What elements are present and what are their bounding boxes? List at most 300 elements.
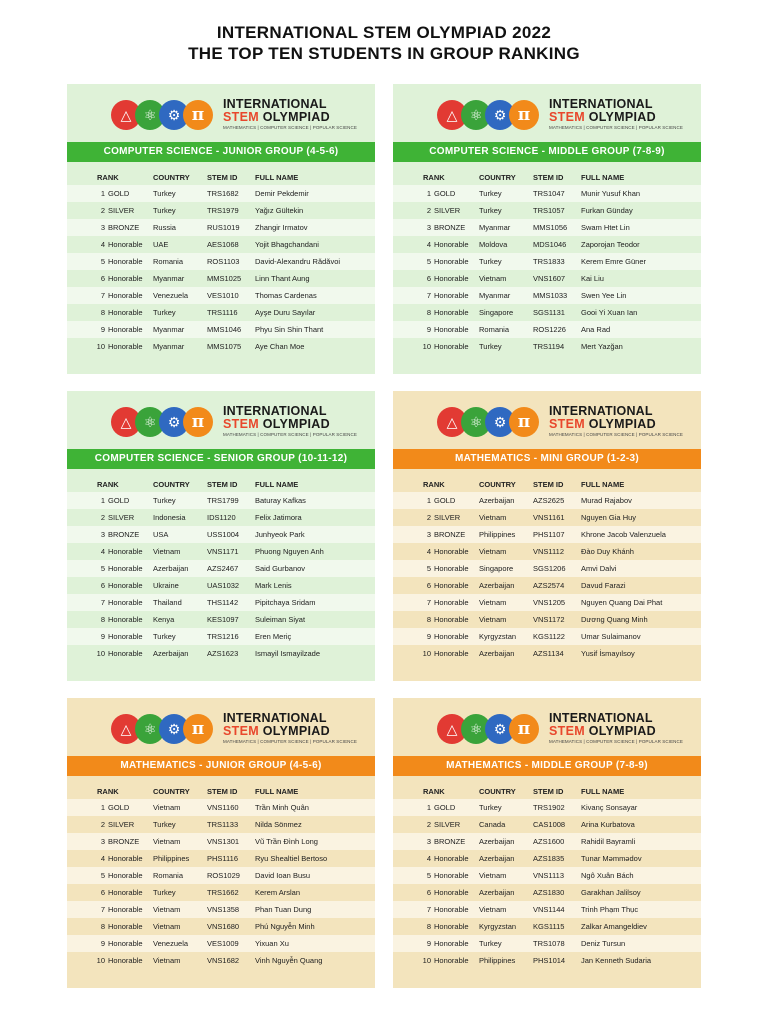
- table-header: [393, 170, 701, 186]
- rank-number: 5: [100, 564, 105, 573]
- stem-id: TRS1902: [533, 803, 565, 812]
- table-row: [67, 901, 375, 918]
- full-name: Garakhan Jalilsoy: [581, 888, 641, 897]
- atom-icon: ⚛: [461, 714, 491, 744]
- table-row: [393, 287, 701, 304]
- country: Kyrgyzstan: [479, 632, 517, 641]
- rank-number: 2: [426, 206, 431, 215]
- table-row: [67, 833, 375, 850]
- stem-id: ROS1226: [533, 325, 566, 334]
- rank-number: 2: [100, 820, 105, 829]
- header-full-name: FULL NAME: [581, 787, 625, 796]
- country: Singapore: [479, 308, 514, 317]
- full-name: Arina Kurbatova: [581, 820, 635, 829]
- medal: Honorable: [434, 854, 469, 863]
- table-row: [67, 952, 375, 969]
- full-name: Zaporojan Teodor: [581, 240, 640, 249]
- ranking-table: [393, 799, 701, 969]
- logo-text: [223, 97, 357, 131]
- country: Vietnam: [153, 803, 181, 812]
- logo-circles: [437, 100, 541, 132]
- country: Vietnam: [153, 956, 181, 965]
- full-name: Phyu Sin Shin Thant: [255, 325, 324, 334]
- stem-id: MMS1075: [207, 342, 242, 351]
- full-name: Phú Nguyễn Minh: [255, 922, 315, 931]
- country: Venezuela: [153, 939, 189, 948]
- full-name: Umar Sulaimanov: [581, 632, 641, 641]
- full-name: Zhangir Irmatov: [255, 223, 308, 232]
- logo-text: [549, 97, 683, 131]
- medal: Honorable: [434, 274, 469, 283]
- stem-id: VES1010: [207, 291, 239, 300]
- rank-number: 4: [100, 854, 105, 863]
- olympiad-logo: [111, 97, 357, 134]
- full-name: Khrone Jacob Valenzuela: [581, 530, 666, 539]
- medal: GOLD: [434, 496, 456, 505]
- atom-icon: ⚛: [135, 714, 165, 744]
- logo-olympiad: OLYMPIAD: [262, 110, 330, 124]
- logo-line-1: INTERNATIONAL: [549, 711, 653, 725]
- logo-line-2: [549, 725, 673, 738]
- table-row: [393, 338, 701, 355]
- country: Myanmar: [153, 342, 185, 351]
- stem-id: VNS1171: [207, 547, 239, 556]
- table-row: [393, 509, 701, 526]
- table-row: [393, 611, 701, 628]
- flask-icon: △: [111, 714, 141, 744]
- stem-id: IDS1120: [207, 513, 236, 522]
- country: Romania: [479, 325, 510, 334]
- header-rank: RANK: [97, 173, 119, 182]
- table-row: [393, 492, 701, 509]
- ranking-table: [393, 185, 701, 355]
- stem-id: ROS1103: [207, 257, 240, 266]
- logo-olympiad: OLYMPIAD: [588, 417, 656, 431]
- header-country: COUNTRY: [153, 480, 190, 489]
- full-name: Tunar Məmmədov: [581, 854, 642, 863]
- stem-id: PHS1116: [207, 854, 238, 863]
- stem-id: CAS1008: [533, 820, 566, 829]
- full-name: Phan Tuan Dung: [255, 905, 312, 914]
- rank-number: 10: [422, 342, 431, 351]
- medal: Honorable: [108, 939, 143, 948]
- atom-icon: ⚛: [461, 407, 491, 437]
- rank-number: 4: [426, 854, 431, 863]
- table-row: [67, 287, 375, 304]
- rank-number: 8: [100, 922, 105, 931]
- country: Vietnam: [479, 547, 507, 556]
- rank-number: 10: [96, 956, 105, 965]
- flask-icon: △: [437, 100, 467, 130]
- logo-line-1: INTERNATIONAL: [223, 97, 327, 111]
- page-title-line-1: INTERNATIONAL STEM OLYMPIAD 2022: [216, 23, 552, 42]
- logo-text: [223, 404, 357, 438]
- table-row: [393, 321, 701, 338]
- stem-id: TRS1216: [207, 632, 239, 641]
- country: Vietnam: [479, 274, 507, 283]
- table-row: [393, 253, 701, 270]
- full-name: Ryu Shealtiel Bertoso: [255, 854, 328, 863]
- table-row: [393, 202, 701, 219]
- table-row: [393, 918, 701, 935]
- full-name: Nguyen Gia Huy: [581, 513, 637, 522]
- country: Turkey: [479, 189, 502, 198]
- full-name: Phuong Nguyen Anh: [255, 547, 324, 556]
- table-header: [393, 477, 701, 493]
- country: Myanmar: [153, 274, 185, 283]
- medal: GOLD: [108, 496, 130, 505]
- rank-number: 9: [426, 632, 431, 641]
- header-stem-id: STEM ID: [533, 173, 564, 182]
- country: Philippines: [153, 854, 190, 863]
- table-row: [393, 543, 701, 560]
- medal: Honorable: [108, 871, 143, 880]
- country: Turkey: [153, 888, 176, 897]
- stem-id: THS1142: [207, 598, 239, 607]
- table-header: [67, 477, 375, 493]
- rank-number: 8: [100, 308, 105, 317]
- medal: GOLD: [434, 189, 456, 198]
- full-name: Kai Liu: [581, 274, 604, 283]
- group-banner: MATHEMATICS - MINI GROUP (1-2-3): [393, 449, 701, 469]
- rank-number: 8: [100, 615, 105, 624]
- stem-id: VNS1144: [533, 905, 565, 914]
- table-row: [67, 253, 375, 270]
- page-title-line-2: THE TOP TEN STUDENTS IN GROUP RANKING: [188, 44, 580, 63]
- medal: Honorable: [108, 649, 143, 658]
- full-name: Thomas Cardenas: [255, 291, 317, 300]
- logo-text: [223, 711, 357, 745]
- stem-id: VNS1160: [207, 803, 239, 812]
- full-name: Jan Kenneth Sudaria: [581, 956, 652, 965]
- full-name: Linn Thant Aung: [255, 274, 310, 283]
- rank-number: 1: [100, 189, 105, 198]
- medal: Honorable: [434, 871, 469, 880]
- medal: Honorable: [108, 888, 143, 897]
- logo-olympiad: OLYMPIAD: [262, 724, 330, 738]
- stem-id: AZS2574: [533, 581, 565, 590]
- country: Thailand: [153, 598, 182, 607]
- logo-tagline: MATHEMATICS | COMPUTER SCIENCE | POPULAR SCIENCE: [223, 125, 357, 130]
- table-row: [67, 594, 375, 611]
- country: Azerbaijan: [479, 496, 515, 505]
- medal: Honorable: [434, 615, 469, 624]
- stem-id: AZS2625: [533, 496, 565, 505]
- table-row: [67, 935, 375, 952]
- header-stem-id: STEM ID: [533, 480, 564, 489]
- rank-number: 1: [426, 496, 431, 505]
- country: Turkey: [153, 189, 176, 198]
- medal: Honorable: [108, 257, 143, 266]
- logo-olympiad: OLYMPIAD: [262, 417, 330, 431]
- rank-number: 9: [100, 939, 105, 948]
- stem-id: VNS1680: [207, 922, 240, 931]
- card-math-middle: [393, 698, 701, 988]
- rank-number: 7: [426, 598, 431, 607]
- country: Venezuela: [153, 291, 189, 300]
- medal: GOLD: [108, 803, 130, 812]
- country: Turkey: [153, 632, 176, 641]
- country: Vietnam: [479, 905, 507, 914]
- stem-id: ROS1029: [207, 871, 240, 880]
- country: Turkey: [153, 308, 176, 317]
- header-stem-id: STEM ID: [207, 173, 238, 182]
- table-row: [393, 526, 701, 543]
- table-row: [67, 236, 375, 253]
- full-name: Nguyen Quang Dai Phat: [581, 598, 663, 607]
- country: Vietnam: [153, 837, 181, 846]
- stem-id: MMS1056: [533, 223, 568, 232]
- full-name: Furkan Günday: [581, 206, 633, 215]
- pi-icon: π: [509, 714, 539, 744]
- stem-id: TRS1057: [533, 206, 565, 215]
- flask-icon: △: [437, 714, 467, 744]
- table-row: [67, 799, 375, 816]
- logo-line-1: INTERNATIONAL: [549, 404, 653, 418]
- country: Turkey: [479, 803, 502, 812]
- header-stem-id: STEM ID: [207, 787, 238, 796]
- full-name: Zalkar Amangeldiev: [581, 922, 647, 931]
- stem-id: TRS1979: [207, 206, 239, 215]
- country: Turkey: [479, 939, 502, 948]
- table-row: [67, 884, 375, 901]
- stem-id: AZS1830: [533, 888, 565, 897]
- medal: Honorable: [108, 547, 143, 556]
- table-row: [67, 185, 375, 202]
- country: Turkey: [153, 820, 176, 829]
- stem-id: VNS1205: [533, 598, 566, 607]
- medal: Honorable: [108, 905, 143, 914]
- rank-number: 7: [426, 291, 431, 300]
- logo-line-2: [549, 418, 673, 431]
- stem-id: PHS1107: [533, 530, 565, 539]
- full-name: Pipitchaya Sridam: [255, 598, 316, 607]
- table-row: [393, 577, 701, 594]
- table-row: [393, 850, 701, 867]
- header-country: COUNTRY: [153, 787, 190, 796]
- stem-id: USS1004: [207, 530, 240, 539]
- olympiad-logo: [437, 404, 683, 441]
- medal: Honorable: [108, 564, 143, 573]
- full-name: Kerem Emre Güner: [581, 257, 647, 266]
- rank-number: 4: [426, 240, 431, 249]
- country: Azerbaijan: [153, 564, 189, 573]
- rank-number: 6: [426, 274, 431, 283]
- pi-icon: π: [183, 714, 213, 744]
- header-rank: RANK: [97, 480, 119, 489]
- rank-number: 5: [100, 871, 105, 880]
- full-name: Aye Chan Moe: [255, 342, 305, 351]
- table-row: [393, 628, 701, 645]
- stem-id: TRS1078: [533, 939, 565, 948]
- rank-number: 9: [426, 325, 431, 334]
- stem-id: AZS2467: [207, 564, 239, 573]
- stem-id: MDS1046: [533, 240, 567, 249]
- medal: Honorable: [434, 240, 469, 249]
- card-math-junior: [67, 698, 375, 988]
- olympiad-logo: [111, 711, 357, 748]
- table-row: [393, 952, 701, 969]
- logo-tagline: MATHEMATICS | COMPUTER SCIENCE | POPULAR SCIENCE: [549, 432, 683, 437]
- full-name: Mert Yazğan: [581, 342, 623, 351]
- header-country: COUNTRY: [479, 173, 516, 182]
- country: Turkey: [479, 342, 502, 351]
- table-row: [393, 594, 701, 611]
- medal: Honorable: [434, 956, 469, 965]
- rank-number: 2: [100, 513, 105, 522]
- table-row: [67, 867, 375, 884]
- stem-id: MMS1046: [207, 325, 242, 334]
- medal: Honorable: [434, 291, 469, 300]
- table-row: [393, 901, 701, 918]
- full-name: Yağız Gültekin: [255, 206, 304, 215]
- medal: Honorable: [434, 308, 469, 317]
- rank-number: 8: [426, 615, 431, 624]
- stem-id: AZS1623: [207, 649, 239, 658]
- olympiad-logo: [111, 404, 357, 441]
- table-row: [393, 867, 701, 884]
- stem-id: TRS1662: [207, 888, 239, 897]
- stem-id: AES1068: [207, 240, 239, 249]
- country: Vietnam: [153, 905, 181, 914]
- header-rank: RANK: [423, 173, 445, 182]
- table-row: [393, 935, 701, 952]
- table-row: [67, 526, 375, 543]
- rank-number: 2: [100, 206, 105, 215]
- table-header: [67, 170, 375, 186]
- full-name: Junhyeok Park: [255, 530, 305, 539]
- country: Myanmar: [479, 223, 511, 232]
- medal: Honorable: [434, 598, 469, 607]
- full-name: Suleiman Siyat: [255, 615, 306, 624]
- country: Vietnam: [479, 513, 507, 522]
- stem-id: TRS1194: [533, 342, 565, 351]
- country: Vietnam: [479, 598, 507, 607]
- card-cs-junior: [67, 84, 375, 374]
- rank-number: 1: [100, 496, 105, 505]
- rank-number: 9: [426, 939, 431, 948]
- country: Indonesia: [153, 513, 186, 522]
- medal: BRONZE: [434, 223, 466, 232]
- table-row: [393, 884, 701, 901]
- country: Turkey: [153, 496, 176, 505]
- pi-icon: π: [183, 407, 213, 437]
- country: Canada: [479, 820, 506, 829]
- pi-icon: π: [183, 100, 213, 130]
- medal: GOLD: [108, 189, 130, 198]
- logo-circles: [437, 407, 541, 439]
- logo-line-1: INTERNATIONAL: [549, 97, 653, 111]
- stem-id: VNS1112: [533, 547, 564, 556]
- atom-icon: ⚛: [135, 100, 165, 130]
- stem-id: TRS1133: [207, 820, 239, 829]
- logo-tagline: MATHEMATICS | COMPUTER SCIENCE | POPULAR SCIENCE: [223, 432, 357, 437]
- full-name: David-Alexandru Rădăvoi: [255, 257, 341, 266]
- country: Azerbaijan: [479, 581, 515, 590]
- table-row: [67, 492, 375, 509]
- full-name: Davud Farazi: [581, 581, 626, 590]
- ranking-table: [393, 492, 701, 662]
- group-banner: COMPUTER SCIENCE - MIDDLE GROUP (7-8-9): [393, 142, 701, 162]
- rank-number: 1: [426, 803, 431, 812]
- rank-number: 4: [100, 240, 105, 249]
- group-banner: MATHEMATICS - MIDDLE GROUP (7-8-9): [393, 756, 701, 776]
- rank-number: 3: [426, 530, 431, 539]
- full-name: Vinh Nguyễn Quang: [255, 956, 323, 965]
- rank-number: 10: [422, 956, 431, 965]
- full-name: Ana Rad: [581, 325, 611, 334]
- medal: GOLD: [434, 803, 456, 812]
- rank-number: 1: [426, 189, 431, 198]
- country: Myanmar: [479, 291, 511, 300]
- logo-line-2: [223, 725, 347, 738]
- medal: Honorable: [434, 649, 469, 658]
- rank-number: 5: [426, 871, 431, 880]
- stem-id: TRS1799: [207, 496, 239, 505]
- stem-id: TRS1116: [207, 308, 238, 317]
- rank-number: 10: [96, 649, 105, 658]
- full-name: Murad Rajabov: [581, 496, 632, 505]
- full-name: Kerem Arslan: [255, 888, 301, 897]
- medal: Honorable: [108, 632, 143, 641]
- logo-line-2: [223, 418, 347, 431]
- full-name: Đào Duy Khánh: [581, 547, 634, 556]
- logo-text: [549, 711, 683, 745]
- full-name: Ismayil Ismayilzade: [255, 649, 321, 658]
- logo-tagline: MATHEMATICS | COMPUTER SCIENCE | POPULAR SCIENCE: [223, 739, 357, 744]
- full-name: Amvi Dalvi: [581, 564, 617, 573]
- medal: Honorable: [434, 581, 469, 590]
- header-full-name: FULL NAME: [581, 173, 625, 182]
- rank-number: 3: [426, 837, 431, 846]
- table-row: [67, 509, 375, 526]
- medal: BRONZE: [108, 223, 140, 232]
- stem-id: VNS1358: [207, 905, 240, 914]
- table-row: [67, 577, 375, 594]
- country: Philippines: [479, 956, 516, 965]
- medal: Honorable: [108, 581, 143, 590]
- full-name: Munir Yusuf Khan: [581, 189, 641, 198]
- logo-tagline: MATHEMATICS | COMPUTER SCIENCE | POPULAR SCIENCE: [549, 739, 683, 744]
- medal: Honorable: [434, 905, 469, 914]
- table-row: [67, 338, 375, 355]
- rank-number: 5: [100, 257, 105, 266]
- rank-number: 7: [426, 905, 431, 914]
- header-rank: RANK: [423, 480, 445, 489]
- full-name: Swen Yee Lin: [581, 291, 627, 300]
- table-header: [393, 784, 701, 800]
- full-name: Eren Meriç: [255, 632, 292, 641]
- medal: Honorable: [108, 342, 143, 351]
- full-name: Mark Lenis: [255, 581, 292, 590]
- medal: SILVER: [434, 820, 461, 829]
- logo-text: [549, 404, 683, 438]
- stem-id: PHS1014: [533, 956, 566, 965]
- stem-id: MMS1025: [207, 274, 242, 283]
- logo-olympiad: OLYMPIAD: [588, 110, 656, 124]
- olympiad-logo: [437, 711, 683, 748]
- table-row: [67, 611, 375, 628]
- rank-number: 6: [100, 581, 105, 590]
- table-row: [393, 270, 701, 287]
- country: Singapore: [479, 564, 514, 573]
- medal: Honorable: [108, 922, 143, 931]
- country: Vietnam: [479, 615, 507, 624]
- country: Azerbaijan: [479, 649, 515, 658]
- stem-id: SGS1131: [533, 308, 565, 317]
- ranking-table: [67, 492, 375, 662]
- stem-id: UAS1032: [207, 581, 240, 590]
